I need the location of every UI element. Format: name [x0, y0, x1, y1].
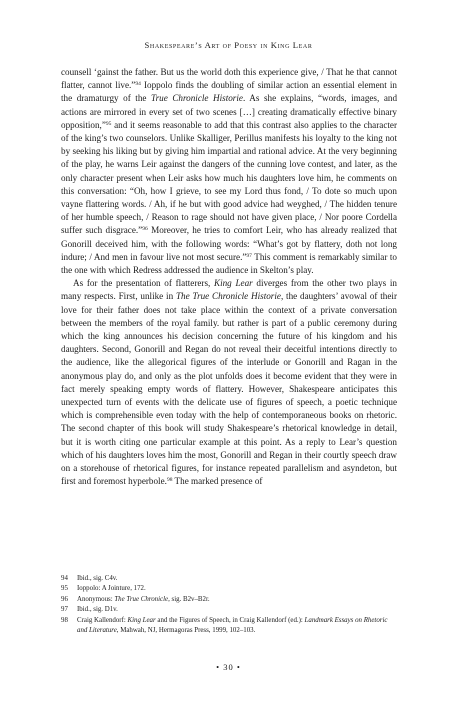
footnote-ref[interactable]: 98 [166, 477, 173, 484]
page-number: • 30 • [216, 662, 241, 672]
footnote-text: Anonymous: The True Chronicle, sig. B2v–B2r. [77, 595, 210, 603]
paragraph-1: counsell ‘gainst the father. But us the world doth this experience give, / That he that cannot flatter, cannot live.”$^{94}$ Ioppolo finds the doubling of similar action an essential element in the dramaturgy of the True Chronicle Historie. As she explains, “words, images, and actions are mirrored in every set of two scenes […] creating dramatically effective binary opposition,”$^{95}$ and it seems reasonable to add that this contrast also applies to the character of the king’s two counselors. Unlike Skalliger, Perillus manifests his loyalty to the king not by seeking his liking but by giving him impartial and rational advice. At the very beginning of the play, he warns Leir against the dangers of the cunning love contest, and later, as the only character present when Leir asks how much his daughters love him, he comments on this conversation: “Oh, how I grieve, to see my Lord thus fond, / To dote so much upon vayne flattering words. / Ah, if he but with good advice had weyghed, / The hidden tenure of her humble speech, / Reason to rage should not have given place, / Nor poore Cordella suffer such disgrace.”$^{96}$ Moreover, he tries to comfort Leir, who has already realized that Gonorill deceived him, with the following words: “What’s got by flattery, doth not long indure; / And men in favour live not most secure.”$^{97}$ This comment is remarkably similar to the one with which Redress addressed the audience in Skelton’s play. [61, 67, 398, 276]
footnote-number: 97 [61, 606, 68, 614]
footnote-number: 96 [61, 595, 68, 603]
footnote [61, 595, 397, 605]
footnote [61, 574, 397, 584]
footnote-text: Ibid., sig. D1v. [77, 606, 118, 614]
footnote-ref[interactable]: 94 [135, 81, 141, 88]
italic-title: True Chronicle Historie [151, 93, 243, 104]
footnote-number: 98 [61, 616, 68, 624]
footnote-text: Ioppolo: A Jointure, 172. [77, 585, 146, 593]
italic-title: Landmark Essays on Rhetoric and Literature [77, 616, 388, 635]
footnote-number: 95 [61, 585, 68, 593]
footnotes [61, 574, 397, 636]
footnote-number: 94 [61, 575, 68, 582]
paragraph-2: As for the presentation of flatterers, King Lear diverges from the other two plays in many respects. First, unlike in The True Chronicle Historie, the daughters’ avowal of their love for their father does not take place within the context of a private conversation between the members of the royal family. but rather is part of a public ceremony during which the king announces his decision concerning the future of his kingdom and his daughters. Second, Gonorill and Regan do not reveal their deceitful intentions directly to the audience, like the allegorical figures of the interlude or Gonorill and Ragan in the anonymous play do, and only as the plot unfolds does it become evident that they were in fact merely speaking empty words of flattery. However, Shakespeare anticipates this unexpected turn of events with the delicate use of figures of speech, a poetic technique which is comprehensible even today with the help of contemporaneous books on rhetoric. The second chapter of this book will study Shakespeare’s rhetorical knowledge in detail, but it is worth citing one particular example at this point. As a reply to Lear’s question which of his daughters loves him the most, Gonorill and Regan in their courtly speech draw on a storehouse of rhetorical figures, for instance repeated parallelism and asyndeton, but first and foremost hyperbole.$^{98}$ The marked presence of [61, 278, 397, 487]
italic-title: The True Chronicle [114, 595, 169, 603]
footnote [61, 616, 397, 637]
italic-title: King Lear [214, 278, 253, 289]
italic-title: King Lear [127, 616, 156, 624]
footnote-text: Ibid., sig. C4v. [77, 575, 118, 582]
footnote-ref[interactable]: 96 [142, 226, 148, 233]
footnote-ref[interactable]: 97 [246, 252, 252, 259]
footnote [61, 584, 397, 594]
italic-title: The True Chronicle Historie [175, 291, 281, 302]
footnote [61, 605, 397, 615]
running-head: Shakespeare’s Art of Poesy in King Lear [144, 40, 313, 50]
footnote-ref[interactable]: 95 [105, 120, 112, 127]
body-text [61, 66, 397, 489]
footnote-text: Craig Kallendorf: King Lear and the Figures of Speech, in Craig Kallendorf (ed.): Landmark Essays on Rhetoric and Literature, Mahwah, NJ, Hermagoras Press, 1999, 102–103. [77, 616, 388, 635]
